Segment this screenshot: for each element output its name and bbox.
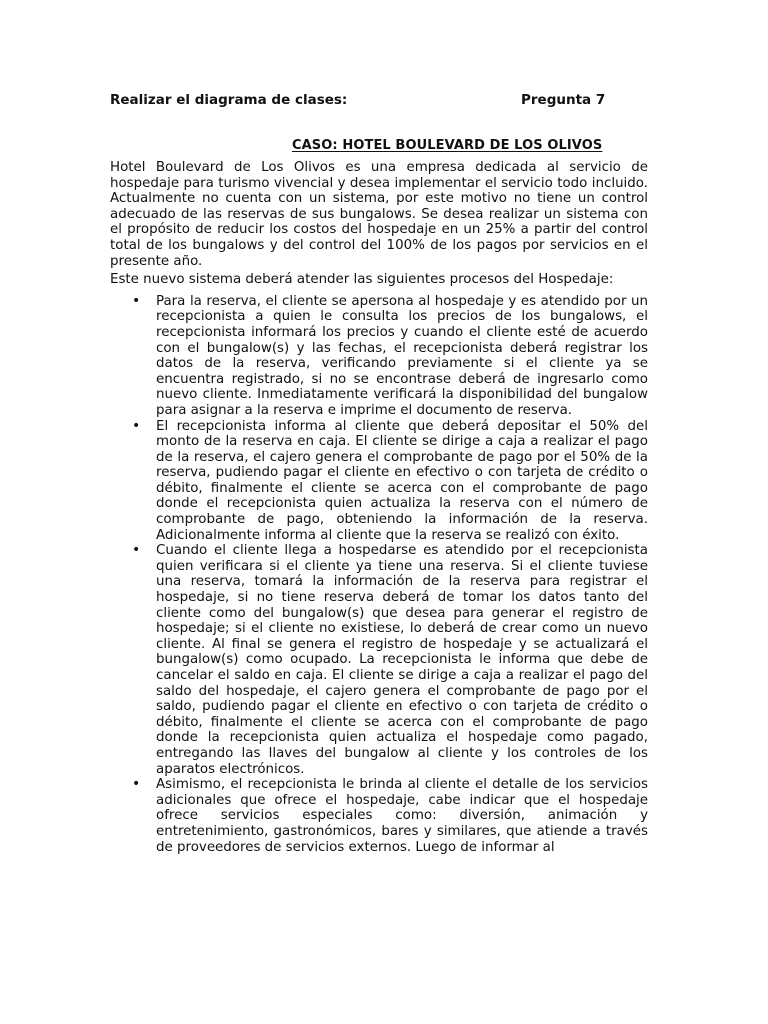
- list-item-text: Para la reserva, el cliente se apersona al hospedaje y es atendido por un recepcionista a quien le consulta los precios de los bungalows, el recepcionista informará los precios y cuando el cliente esté de acuerdo con el bungalow(s) y las fechas, el recepcionista deberá registrar los datos de la reserva, verificando previamente si el cliente ya se encuentra registrado, si no se encontrase deberá de ingresarlo como nuevo cliente. Inmediatamente verificará la disponibilidad del bungalow para asignar a la reserva e imprime el documento de reserva.: [156, 293, 648, 418]
- list-item: [110, 419, 648, 544]
- list-item-text: El recepcionista informa al cliente que deberá depositar el 50% del monto de la reserva en caja. El cliente se dirige a caja a realizar el pago de la reserva, el cajero genera el comprobante de pago por el 50% de la reserva, pudiendo pagar el cliente en efectivo o con tarjeta de crédito o débito, finalmente el cliente se acerca con el comprobante de pago donde el recepcionista quien actualiza la reserva con el número de comprobante de pago, obteniendo la información de la reserva. Adicionalmente informa al cliente que la reserva se realizó con éxito.: [156, 418, 648, 543]
- list-item-text: Cuando el cliente llega a hospedarse es atendido por el recepcionista quien verificara si el cliente ya tiene una reserva. Si el cliente tuviese una reserva, tomará la información de la reserva para registrar el hospedaje, si no tiene reserva deberá de tomar los datos tanto del cliente como del bungalow(s) que desea para generar el registro de hospedaje; si el cliente no existiese, lo deberá de crear como un nuevo cliente. Al final se genera el registro de hospedaje y se actualizará el bungalow(s) como ocupado. La recepcionista le informa que debe de cancelar el saldo en caja. El cliente se dirige a caja a realizar el pago del saldo del hospedaje, el cajero genera el comprobante de pago por el saldo, pudiendo pagar el cliente en efectivo o con tarjeta de crédito o débito, finalmente el cliente se acerca con el comprobante de pago donde la recepcionista quien actualiza el hospedaje como pagado, entregando las llaves del bungalow al cliente y los controles de los aparatos electrónicos.: [156, 543, 648, 777]
- assignment-instruction: Realizar el diagrama de clases:: [110, 92, 348, 108]
- bullet-icon: •: [132, 417, 141, 434]
- list-item: [110, 777, 648, 855]
- intro-paragraph: Hotel Boulevard de Los Olivos es una empresa dedicada al servicio de hospedaje para turismo vivencial y desea implementar el servicio todo incluido. Actualmente no cuenta con un sistema, por este motivo no tiene un control adecuado de las reservas de sus bungalows. Se desea realizar un sistema con el propósito de reducir los costos del hospedaje en un 25% a partir del control total de los bungalows y del control del 100% de los pagos por servicios en el presente año.: [110, 160, 648, 269]
- question-number: Pregunta 7: [521, 92, 606, 108]
- page-header: [110, 92, 630, 110]
- list-item: [110, 294, 648, 419]
- list-item: [110, 543, 648, 777]
- bullet-icon: •: [132, 776, 141, 793]
- process-list: [110, 294, 648, 855]
- bullet-icon: •: [132, 292, 141, 309]
- document-body: [110, 160, 648, 855]
- case-title: CASO: HOTEL BOULEVARD DE LOS OLIVOS: [292, 138, 603, 153]
- lead-paragraph: Este nuevo sistema deberá atender las siguientes procesos del Hospedaje:: [110, 272, 614, 288]
- list-item-text: Asimismo, el recepcionista le brinda al cliente el detalle de los servicios adicionales que ofrece el hospedaje, cabe indicar que el hospedaje ofrece servicios especiales como: diversión, animación y entretenimiento, gastronómicos, bares y similares, que atiende a través de proveedores de servicios externos. Luego de informar al: [156, 777, 648, 855]
- bullet-icon: •: [132, 542, 141, 559]
